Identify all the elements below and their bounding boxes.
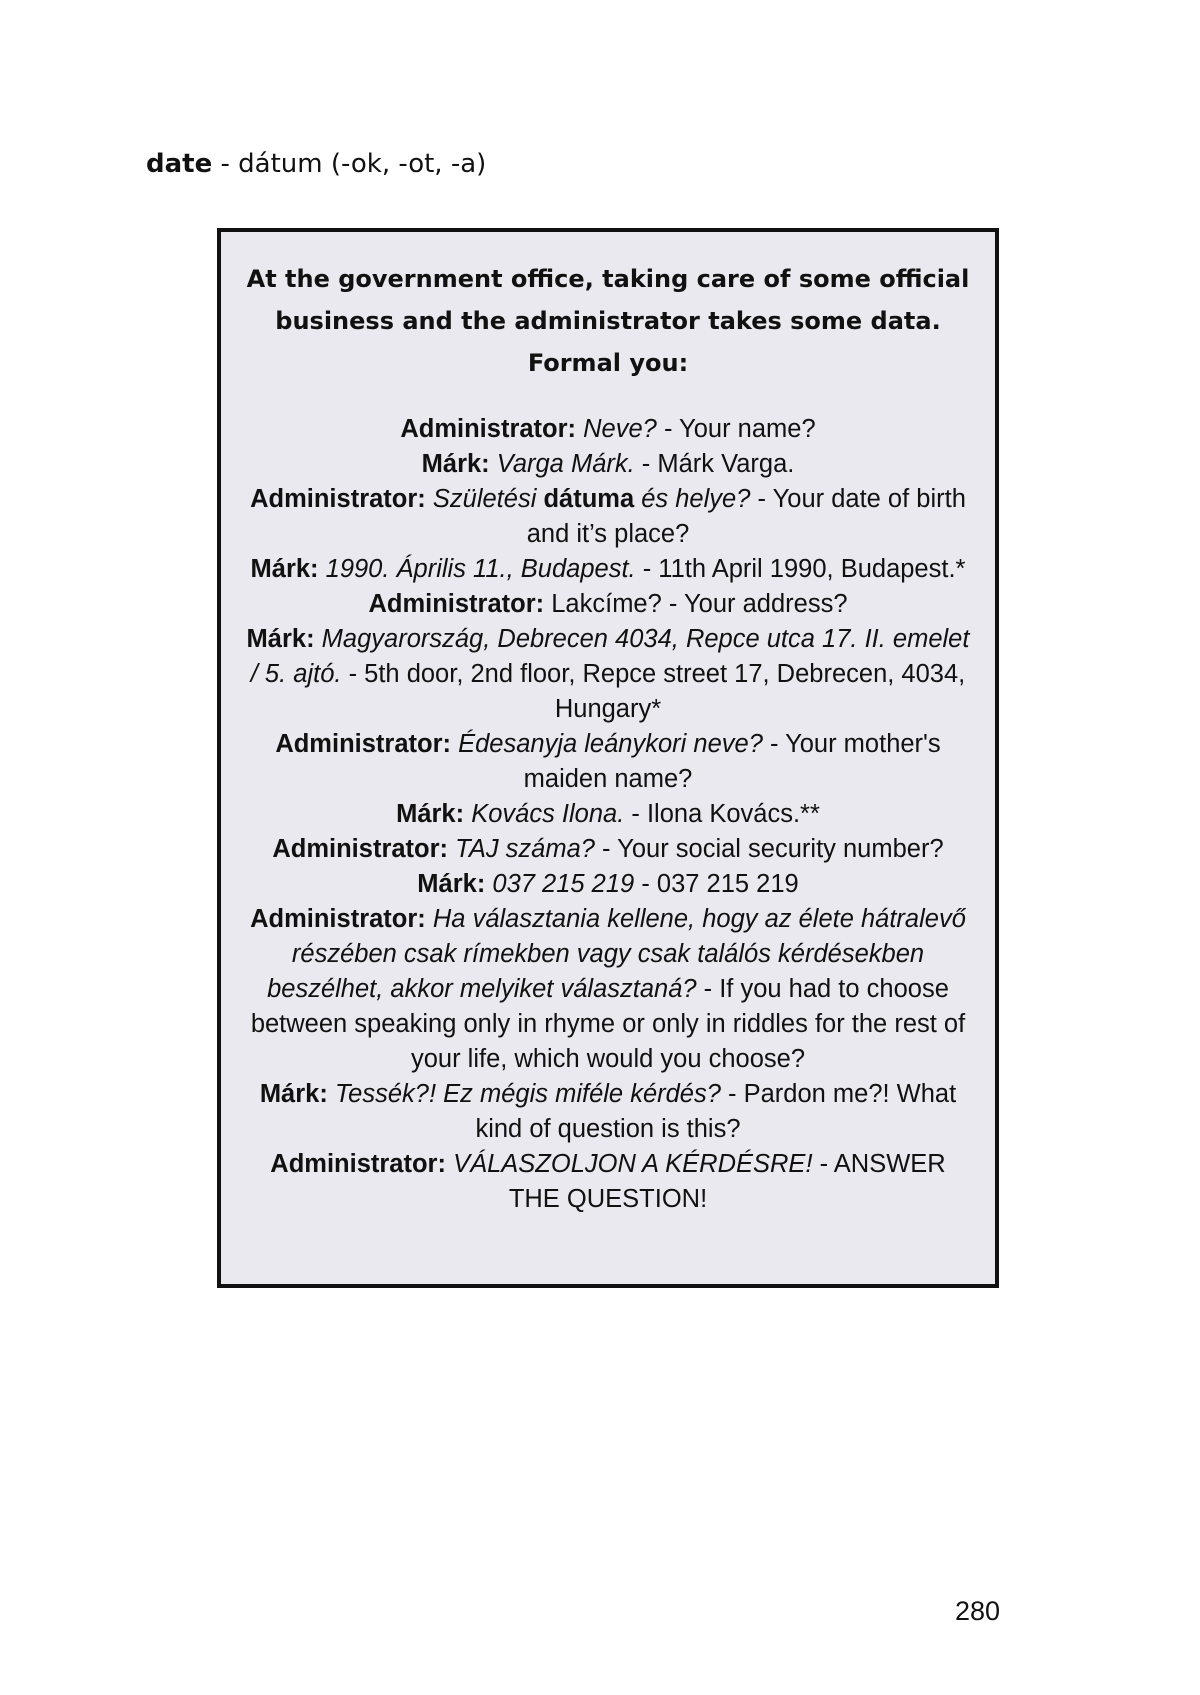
hungarian-text: és helye? [634,485,751,513]
english-text [490,450,497,478]
hungarian-text: Tessék?! Ez mégis miféle kérdés? [334,1080,721,1108]
page-number: 280 [954,1596,1000,1626]
dialogue-turn [243,447,973,482]
english-text: - Márk Varga. [634,450,795,478]
hungarian-text: 037 215 219 [492,870,635,898]
english-text [446,1150,453,1178]
english-text: - 037 215 219 [634,870,799,898]
dialogue-turn [243,482,973,552]
english-text: - 5th door, 2nd floor, Repce street 17, Debrecen, 4034, Hungary* [341,660,966,723]
dialogue-intro: At the government office, taking care of some official business and the administrator takes some data. Formal you: [246,265,970,377]
dialogue-turn [243,587,973,622]
english-text: - ANSWER THE QUESTION! [508,1150,946,1213]
hungarian-text: Születési [432,485,544,513]
english-text [328,1080,335,1108]
dialogue-turn [243,727,973,797]
highlighted-word: dátuma [543,485,635,513]
english-text [426,905,433,933]
hungarian-text: Édesanyja leánykori neve? [458,730,763,758]
speaker-label: Márk: [259,1080,328,1108]
english-text [319,555,326,583]
headword-term: date [146,149,213,179]
hungarian-text: Varga Márk. [496,450,635,478]
dialogue-turn [243,867,973,902]
hungarian-text: TAJ száma? [455,835,595,863]
speaker-label: Márk: [421,450,490,478]
speaker-label: Márk: [396,800,465,828]
english-text: - Your mother's maiden name? [523,730,941,793]
hungarian-text: Neve? [583,415,657,443]
hungarian-text: 1990. Április 11., Budapest. [325,555,636,583]
speaker-label: Administrator: [250,905,426,933]
headword-separator: - [212,149,239,179]
english-text: - 11th April 1990, Budapest.* [635,555,966,583]
hungarian-text: Magyarország, Debrecen 4034, Repce utca 17. II. emelet / 5. ajtó. [250,625,970,688]
english-text: Lakcíme? - Your address? [544,590,848,618]
speaker-label: Administrator: [368,590,545,618]
dialogue-turn [243,1147,973,1217]
speaker-label: Administrator: [250,485,426,513]
dialogue-turn [243,797,973,832]
english-text: - Your date of birth and it’s place? [526,485,966,548]
english-text [315,625,322,653]
english-text: - Your social security number? [594,835,944,863]
dialogue-box [217,228,999,1288]
english-text: - Ilona Kovács.** [624,800,820,828]
speaker-label: Administrator: [275,730,451,758]
dialogue-turn [243,1077,973,1147]
speaker-label: Administrator: [272,835,449,863]
dialogue-turn [243,412,973,447]
speaker-label: Márk: [250,555,319,583]
speaker-label: Márk: [246,625,315,653]
headword-translation: dátum (-ok, -ot, -a) [238,149,487,179]
dialogue-turn [243,902,973,1077]
english-text: - Pardon me?! What kind of question is this? [475,1080,957,1143]
speaker-label: Márk: [417,870,486,898]
dialogue-turn [243,832,973,867]
hungarian-text: Ha választania kellene, hogy az élete hátralevő részében csak rímekben vagy csak találós kérdésekben beszélhet, akkor melyiket választaná? [267,905,966,1003]
english-text: - If you had to choose between speaking only in rhyme or only in riddles for the rest of your life, which would you choose? [250,975,966,1073]
english-text [426,485,433,513]
speaker-label: Administrator: [270,1150,446,1178]
hungarian-text: Kovács Ilona. [471,800,625,828]
headword-entry [146,146,486,182]
hungarian-text: VÁLASZOLJON A KÉRDÉSRE! [453,1150,813,1178]
dialogue-turn [243,622,973,727]
english-text: - Your name? [656,415,816,443]
dialogue-transcript [243,412,973,1217]
dialogue-turn [243,552,973,587]
speaker-label: Administrator: [400,415,577,443]
